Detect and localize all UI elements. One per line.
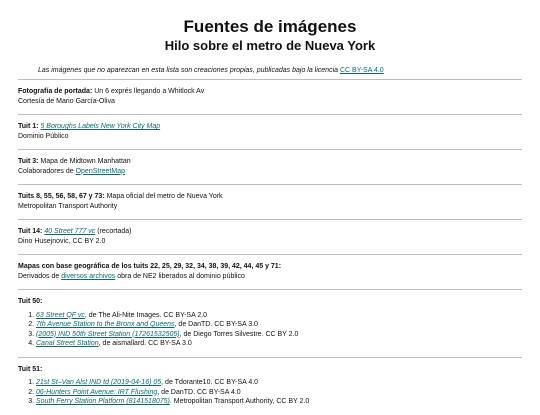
credit-head: Tuit 1: (18, 123, 39, 130)
credit-tuit-51 (18, 358, 522, 415)
credit-link[interactable]: (2005) IND 50th Street Station (17261532505) (36, 330, 180, 338)
page-title: Fuentes de imágenes (183, 17, 357, 36)
list-item (36, 388, 522, 398)
credit-desc: (recortada) (95, 228, 132, 235)
credit-maps (18, 255, 522, 289)
page-subtitle: Hilo sobre el metro de Nueva York (164, 38, 376, 53)
credit-link[interactable]: 06-Hunters Point Avenue: IRT Flushing (36, 388, 158, 396)
openstreetmap-link[interactable]: OpenStreetMap (75, 167, 126, 175)
credit-link[interactable]: Canal Street Station (36, 340, 99, 347)
credit-author: Derivados de (18, 272, 62, 280)
credit-link[interactable]: South Ferry Station Platform (8141518075) (36, 398, 170, 405)
credit-head: Tuit 3: (18, 158, 39, 165)
credit-desc: Un 6 exprés llegando a Whitlock Av (92, 88, 205, 95)
credit-author: , de Diego Torres Silvestre. CC BY 2.0 (179, 330, 299, 338)
list-item (36, 378, 522, 388)
credit-author: Dominio Público (18, 132, 69, 140)
credit-author: , de Tdorante10. CC BY-SA 4.0 (161, 379, 259, 386)
credit-list (18, 378, 522, 407)
credit-head: Mapas con base geográfica de los tuits 22, 25, 29, 32, 34, 38, 39, 42, 44, 45 y 71: (18, 263, 282, 270)
credit-link[interactable]: 5 Boroughs Labels New York City Map (40, 123, 161, 130)
license-link[interactable]: CC BY-SA 4.0 (339, 67, 384, 74)
credit-tuit-3 (18, 150, 522, 184)
credit-author-rest: obra de NE2 liberados al dominio público (115, 272, 245, 280)
credit-author: , de aismallard. CC BY-SA 3.0 (98, 340, 192, 347)
credit-link[interactable]: 40 Street 777 vc (44, 228, 96, 235)
credit-tuit-1 (18, 115, 522, 149)
credit-desc: Mapa oficial del metro de Nueva York (104, 193, 223, 200)
intro-text: Las imágenes que no aparezcan en esta lista son creaciones propias, publicadas bajo la licencia (38, 67, 340, 74)
credit-tuit-50 (18, 290, 522, 357)
credit-author: Cortesía de Mario García-Oliva (18, 97, 115, 105)
credit-link[interactable]: 63 Street QF vc (36, 311, 85, 319)
list-item (36, 330, 522, 340)
credit-author: Metropolitan Transport Authority (18, 202, 118, 210)
credit-list (18, 311, 522, 349)
credit-head: Fotografía de portada: (18, 88, 93, 95)
credit-head: Tuit 51: (18, 365, 43, 373)
credit-author: Colaboradores de (18, 167, 76, 175)
credit-cover (18, 80, 522, 114)
list-item (36, 397, 522, 407)
credit-link[interactable]: 7th Avenue Station to the Bronx and Queens (36, 321, 175, 328)
credit-tuit-14 (18, 220, 522, 254)
credit-desc: Mapa de Midtown Manhattan (38, 158, 131, 165)
credit-link[interactable]: 21st St–Van Alst IND td (2019-04-16) 05 (36, 379, 162, 386)
credit-author: . Metropolitan Transport Authority, CC BY 2.0 (169, 398, 310, 405)
credit-head: Tuit 14: (18, 228, 43, 235)
list-item (36, 311, 522, 321)
credit-author: Dino Husejnovic, CC BY 2.0 (18, 237, 106, 245)
list-item (36, 339, 522, 349)
credit-author: , de The Ali-Nite Images. CC BY-SA 2.0 (84, 311, 208, 319)
credit-author: , de DanTD. CC BY-SA 3.0 (174, 321, 258, 328)
credit-tuits-8-73 (18, 185, 522, 219)
diverse-files-link[interactable]: diversos archivos (61, 272, 116, 280)
credit-head: Tuits 8, 55, 56, 58, 67 y 73: (18, 193, 105, 200)
list-item (36, 320, 522, 330)
credit-head: Tuit 50: (18, 298, 43, 305)
intro-note (18, 66, 522, 79)
credit-author: , de DanTD. CC BY-SA 4.0 (157, 388, 241, 396)
